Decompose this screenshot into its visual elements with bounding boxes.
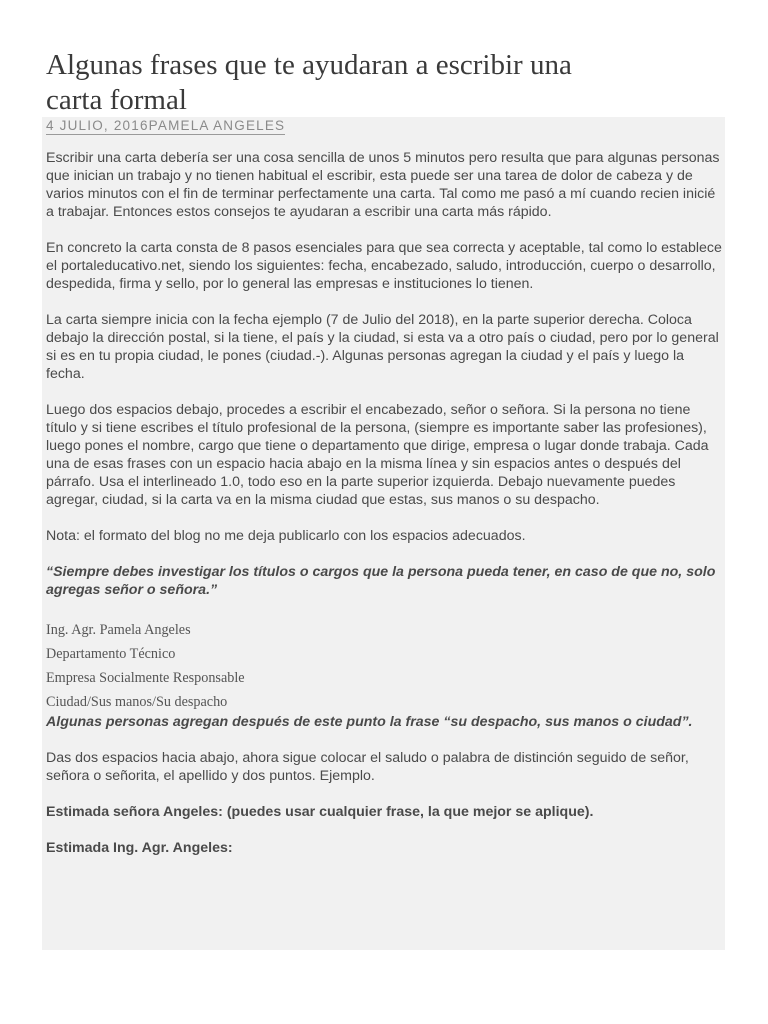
paragraph-greeting: Das dos espacios hacia abajo, ahora sigue colocar el saludo o palabra de distinción seguido de señor, señora o señorita, el apellido y dos puntos. Ejemplo.	[46, 750, 689, 784]
post-meta	[46, 118, 285, 135]
paragraph-steps: En concreto la carta consta de 8 pasos esenciales para que sea correcta y aceptable, tal como lo establece el portaleducativo.net, siendo los siguientes: fecha, encabezado, saludo, introducción, cuerpo o desarrollo, despedida, firma y sello, por lo general las empresas e instituciones lo tienen.	[46, 240, 722, 292]
paragraph-heading: Luego dos espacios debajo, procedes a escribir el encabezado, señor o señora. Si la persona no tiene título y si tiene escribes el título profesional de la persona, (siempre es importante saber las profesiones), luego pones el nombre, cargo que tiene o departamento que dirige, empresa o lugar donde trabaja. Cada una de esas frases con un espacio hacia abajo en la misma línea y sin espacios antes o después del párrafo. Usa el interlineado 1.0, todo eso en la parte superior izquierda. Debajo nuevamente puedes agregar, ciudad, si la carta va en la misma ciudad que estas, sus manos o su despacho.	[46, 402, 709, 508]
paragraph-date: La carta siempre inicia con la fecha ejemplo (7 de Julio del 2018), en la parte superior derecha. Coloca debajo la dirección postal, si la tiene, el país y la ciudad, si esta va a otro país o ciudad, pero por lo general si es en tu propia ciudad, le pones (ciudad.-). Algunas personas agregan la ciudad y el país y luego la fecha.	[46, 312, 719, 382]
post-author[interactable]: PAMELA ANGELES	[148, 118, 286, 133]
greeting-example-1: Estimada señora Angeles: (puedes usar cualquier frase, la que mejor se aplique).	[46, 804, 594, 820]
title-line-1: Algunas frases que te ayudaran a escribir una	[46, 49, 572, 81]
article-title	[46, 48, 686, 118]
post-date[interactable]: 4 JULIO, 2016	[46, 118, 149, 133]
paragraph-note: Nota: el formato del blog no me deja publicarlo con los espacios adecuados.	[46, 528, 526, 544]
example-line-department: Departamento Técnico	[46, 646, 176, 662]
title-line-2: carta formal	[46, 84, 187, 116]
paragraph-intro: Escribir una carta debería ser una cosa sencilla de unos 5 minutos pero resulta que para algunas personas que inician un trabajo y no tienen habitual el escribir, esta puede ser una tarea de dolor de cabeza y de varios minutos con el fin de terminar perfectamente una carta. Tal como me pasó a mí cuando recien inicié a trabajar. Entonces estos consejos te ayudaran a escribir una carta más rápido.	[46, 150, 720, 220]
quote-despacho: Algunas personas agregan después de este punto la frase “su despacho, sus manos o ciudad”.	[46, 714, 693, 730]
example-line-name: Ing. Agr. Pamela Angeles	[46, 622, 191, 638]
example-line-city: Ciudad/Sus manos/Su despacho	[46, 694, 228, 710]
quote-titles: “Siempre debes investigar los títulos o cargos que la persona pueda tener, en caso de que no, solo agregas señor o señora.”	[46, 564, 716, 598]
greeting-example-2: Estimada Ing. Agr. Angeles:	[46, 840, 233, 856]
article-body	[46, 149, 722, 875]
example-line-company: Empresa Socialmente Responsable	[46, 670, 245, 686]
